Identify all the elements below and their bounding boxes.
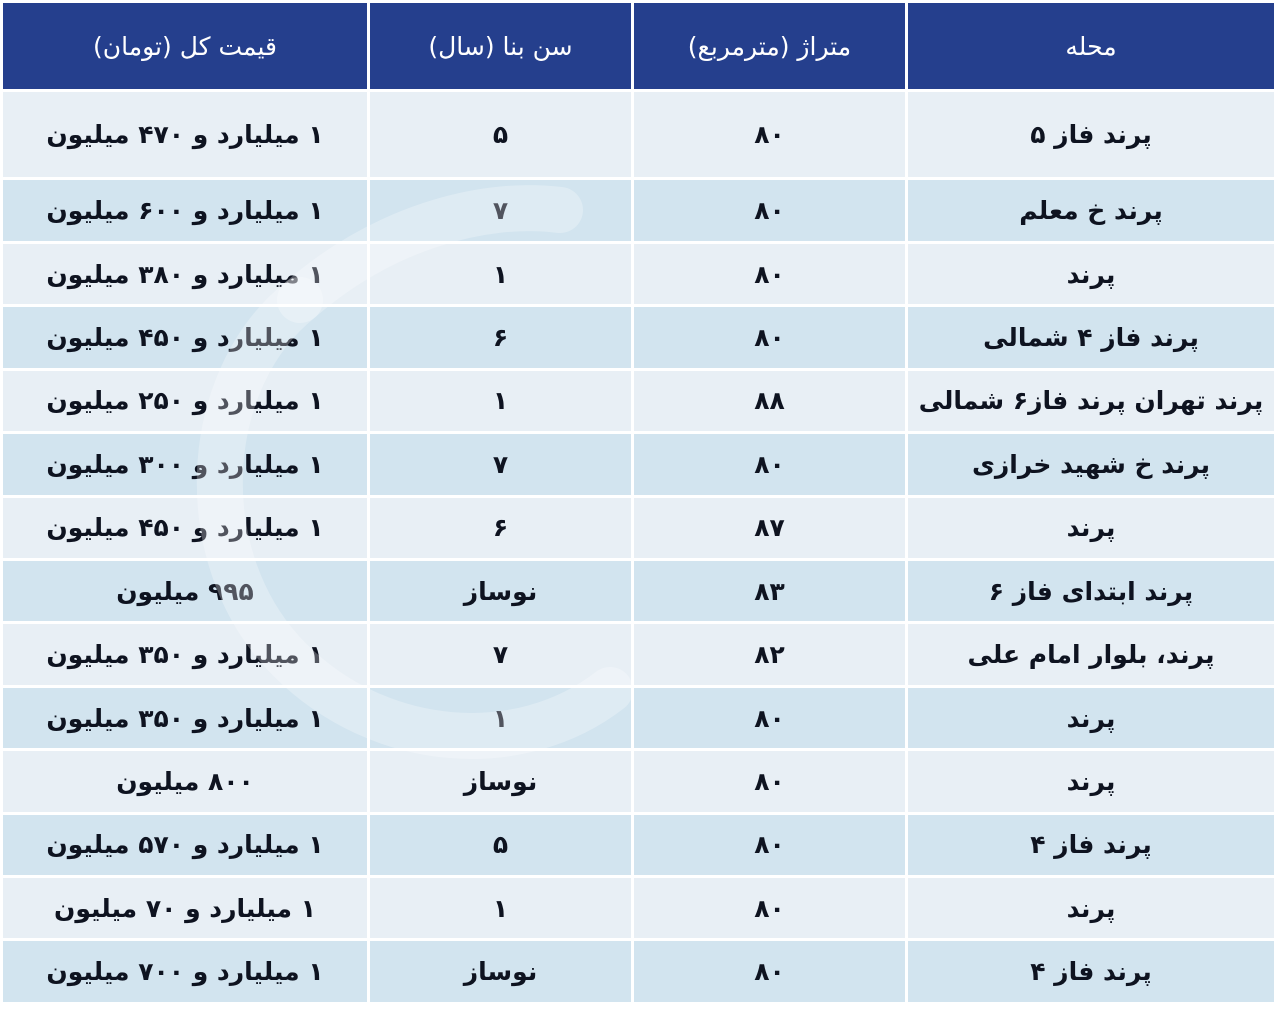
cell-area: ۸۰ [634, 878, 905, 938]
cell-neighborhood: پرند فاز ۴ شمالی [908, 307, 1274, 367]
cell-area: ۸۰ [634, 751, 905, 811]
cell-neighborhood: پرند [908, 498, 1274, 558]
cell-total-price: ۱ میلیارد و ۴۵۰ میلیون [3, 307, 367, 367]
table-row [3, 561, 1274, 621]
cell-total-price: ۱ میلیارد و ۳۵۰ میلیون [3, 688, 367, 748]
cell-building-age: ۱ [370, 688, 631, 748]
cell-neighborhood: پرند تهران پرند فاز۶ شمالی [908, 371, 1274, 431]
cell-total-price: ۸۰۰ میلیون [3, 751, 367, 811]
cell-neighborhood: پرند [908, 688, 1274, 748]
cell-building-age: ۵ [370, 92, 631, 177]
table-row [3, 751, 1274, 811]
cell-total-price: ۱ میلیارد و ۴۷۰ میلیون [3, 92, 367, 177]
cell-area: ۸۰ [634, 92, 905, 177]
cell-neighborhood: پرند خ شهید خرازی [908, 434, 1274, 494]
cell-building-age: ۷ [370, 624, 631, 684]
table-row [3, 815, 1274, 875]
cell-area: ۸۲ [634, 624, 905, 684]
cell-area: ۸۰ [634, 180, 905, 240]
table-header-row [3, 3, 1274, 89]
cell-building-age: ۶ [370, 307, 631, 367]
cell-building-age: ۷ [370, 434, 631, 494]
table-row [3, 498, 1274, 558]
cell-building-age: نوساز [370, 751, 631, 811]
table-row [3, 941, 1274, 1002]
cell-neighborhood: پرند ابتدای فاز ۶ [908, 561, 1274, 621]
table-row [3, 688, 1274, 748]
cell-total-price: ۱ میلیارد و ۲۵۰ میلیون [3, 371, 367, 431]
cell-building-age: ۵ [370, 815, 631, 875]
cell-total-price: ۱ میلیارد و ۳۰۰ میلیون [3, 434, 367, 494]
cell-neighborhood: پرند [908, 878, 1274, 938]
cell-total-price: ۱ میلیارد و ۵۷۰ میلیون [3, 815, 367, 875]
table-row [3, 878, 1274, 938]
cell-building-age: ۱ [370, 878, 631, 938]
table-row [3, 307, 1274, 367]
cell-total-price: ۱ میلیارد و ۷۰ میلیون [3, 878, 367, 938]
header-building-age: سن بنا (سال) [370, 3, 631, 89]
cell-building-age: ۷ [370, 180, 631, 240]
cell-neighborhood: پرند، بلوار امام علی [908, 624, 1274, 684]
table-row [3, 244, 1274, 304]
cell-total-price: ۱ میلیارد و ۳۵۰ میلیون [3, 624, 367, 684]
table-row [3, 92, 1274, 177]
table-row [3, 180, 1274, 240]
header-area: متراژ (مترمربع) [634, 3, 905, 89]
header-total-price: قیمت کل (تومان) [3, 3, 367, 89]
cell-area: ۸۰ [634, 688, 905, 748]
cell-total-price: ۱ میلیارد و ۶۰۰ میلیون [3, 180, 367, 240]
cell-neighborhood: پرند فاز ۴ [908, 941, 1274, 1002]
table-row [3, 624, 1274, 684]
table-row [3, 371, 1274, 431]
cell-building-age: نوساز [370, 941, 631, 1002]
cell-building-age: ۱ [370, 371, 631, 431]
cell-building-age: نوساز [370, 561, 631, 621]
cell-area: ۸۸ [634, 371, 905, 431]
cell-total-price: ۱ میلیارد و ۴۵۰ میلیون [3, 498, 367, 558]
cell-area: ۸۷ [634, 498, 905, 558]
cell-area: ۸۰ [634, 307, 905, 367]
cell-area: ۸۳ [634, 561, 905, 621]
cell-area: ۸۰ [634, 815, 905, 875]
cell-total-price: ۱ میلیارد و ۳۸۰ میلیون [3, 244, 367, 304]
header-neighborhood: محله [908, 3, 1274, 89]
cell-neighborhood: پرند فاز ۴ [908, 815, 1274, 875]
cell-total-price: ۱ میلیارد و ۷۰۰ میلیون [3, 941, 367, 1002]
table-row [3, 434, 1274, 494]
cell-neighborhood: پرند فاز ۵ [908, 92, 1274, 177]
cell-area: ۸۰ [634, 434, 905, 494]
cell-neighborhood: پرند [908, 751, 1274, 811]
cell-total-price: ۹۹۵ میلیون [3, 561, 367, 621]
cell-building-age: ۱ [370, 244, 631, 304]
cell-building-age: ۶ [370, 498, 631, 558]
cell-area: ۸۰ [634, 244, 905, 304]
cell-area: ۸۰ [634, 941, 905, 1002]
cell-neighborhood: پرند خ معلم [908, 180, 1274, 240]
cell-neighborhood: پرند [908, 244, 1274, 304]
